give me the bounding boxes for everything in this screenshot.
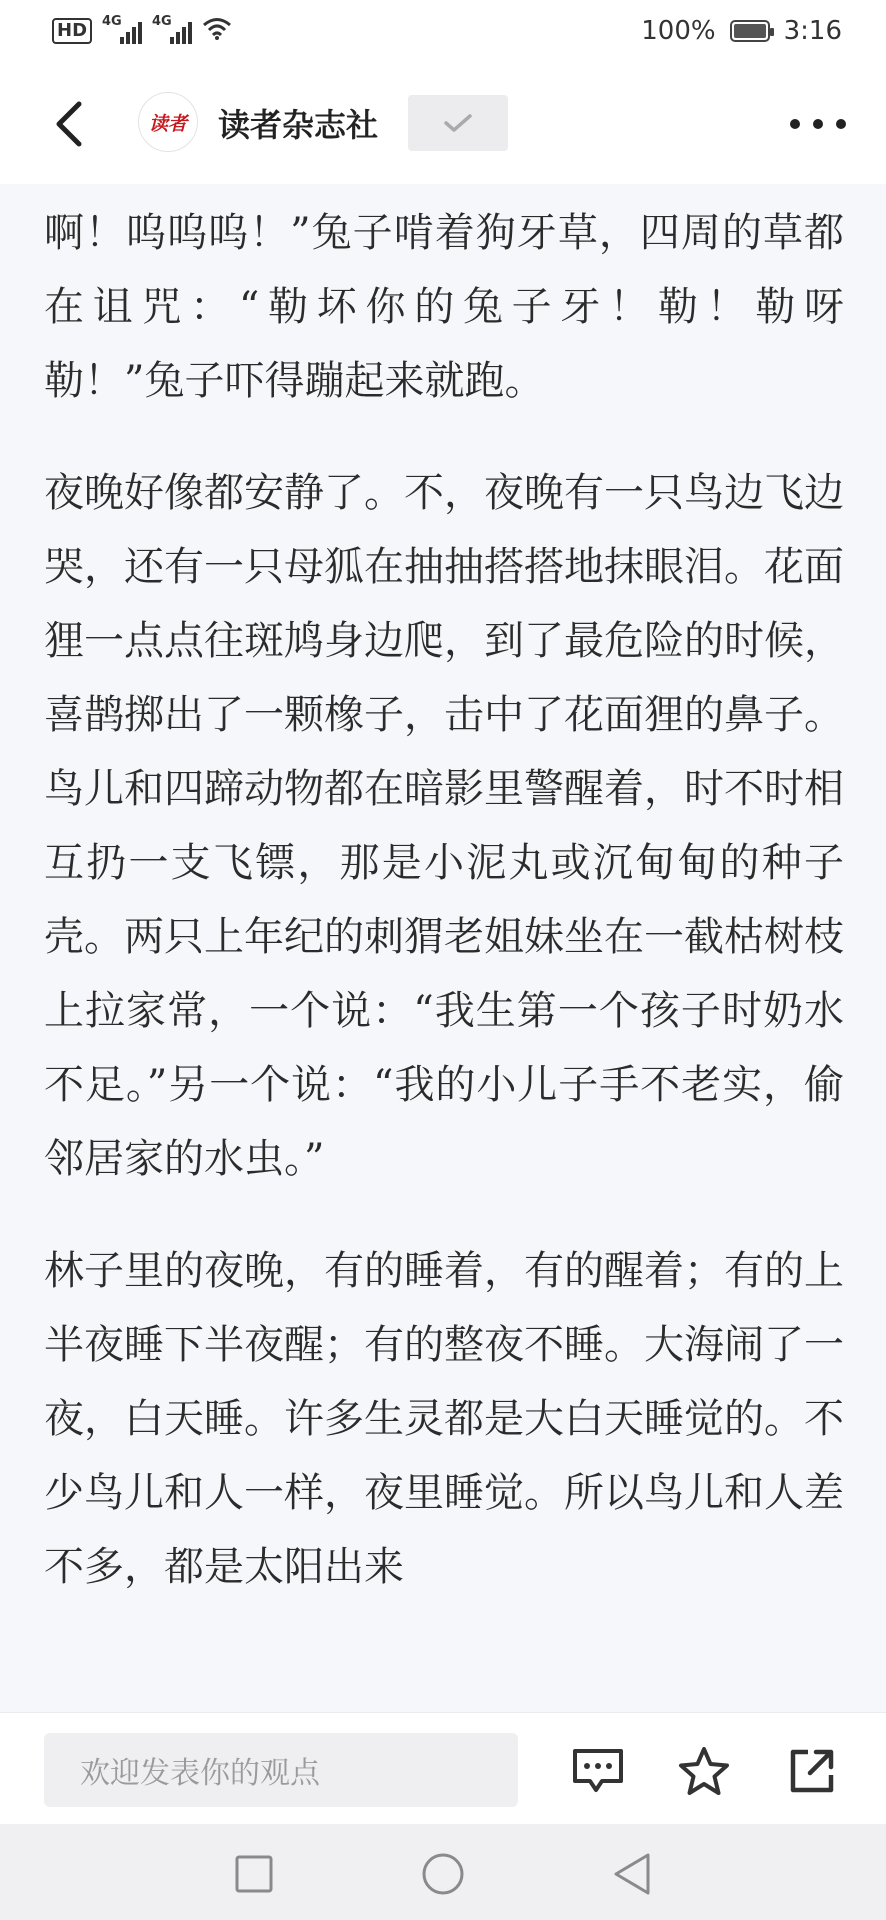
account-name[interactable]: 读者杂志社 bbox=[218, 106, 379, 144]
recents-button[interactable] bbox=[226, 1846, 282, 1902]
battery-icon bbox=[730, 20, 770, 42]
comment-input[interactable]: 欢迎发表你的观点 bbox=[44, 1733, 518, 1807]
square-icon bbox=[235, 1855, 273, 1893]
signal-icon-2 bbox=[152, 14, 192, 44]
circle-icon bbox=[421, 1852, 465, 1896]
article-paragraph: 林子里的夜晚，有的睡着，有的醒着；有的上半夜睡下半夜醒；有的整夜不睡。大海闹了一夜，白天睡。许多生灵都是大白天睡觉的。不少鸟儿和人一样，夜里睡觉。所以鸟儿和人差不多，都是太阳出来 bbox=[44, 1248, 844, 1590]
back-chevron-icon bbox=[53, 100, 83, 148]
article-paragraph: 啊！呜呜呜！”兔子啃着狗牙草，四周的草都在诅咒：“勒坏你的兔子牙！勒！勒呀勒！”兔子吓得蹦起来就跑。 bbox=[44, 210, 844, 404]
network-label: 4G bbox=[102, 14, 122, 29]
comment-bubble-icon bbox=[572, 1748, 624, 1794]
more-button[interactable] bbox=[790, 112, 846, 136]
triangle-back-icon bbox=[612, 1852, 652, 1896]
favorite-button[interactable] bbox=[674, 1741, 734, 1801]
more-dot bbox=[836, 119, 846, 129]
star-icon bbox=[678, 1746, 730, 1796]
hd-badge: HD bbox=[52, 18, 92, 44]
comment-bar bbox=[0, 1712, 886, 1824]
article-paragraph: 夜晚好像都安静了。不，夜晚有一只鸟边飞边哭，还有一只母狐在抽抽搭搭地抹眼泪。花面狸一点点往斑鸠身边爬，到了最危险的时候，喜鹊掷出了一颗橡子，击中了花面狸的鼻子。鸟儿和四蹄动物都在暗影里警醒着，时不时相互扔一支飞镖，那是小泥丸或沉甸甸的种子壳。两只上年纪的刺猬老姐妹坐在一截枯树枝上拉家常，一个说：“我生第一个孩子时奶水不足。”另一个说：“我的小儿子手不老实，偷邻居家的水虫。” bbox=[44, 470, 844, 1182]
network-label-2: 4G bbox=[152, 14, 172, 29]
article-body bbox=[44, 196, 844, 1706]
status-bar bbox=[0, 0, 886, 62]
system-nav-bar bbox=[0, 1824, 886, 1920]
check-icon bbox=[443, 112, 473, 134]
comment-button[interactable] bbox=[568, 1741, 628, 1801]
wifi-icon bbox=[202, 16, 232, 47]
more-dot bbox=[813, 119, 823, 129]
share-arrow-icon bbox=[788, 1747, 836, 1795]
home-button[interactable] bbox=[415, 1846, 471, 1902]
app-header bbox=[0, 62, 886, 184]
follow-button[interactable] bbox=[408, 95, 508, 151]
share-button[interactable] bbox=[782, 1741, 842, 1801]
back-button[interactable] bbox=[46, 98, 90, 150]
battery-percent: 100% bbox=[641, 16, 716, 46]
status-left bbox=[52, 16, 232, 47]
more-dot bbox=[790, 119, 800, 129]
clock: 3:16 bbox=[783, 16, 842, 46]
account-logo-text: 读者 bbox=[148, 112, 187, 135]
signal-icon bbox=[102, 14, 142, 44]
status-right bbox=[641, 16, 842, 46]
nav-back-button[interactable] bbox=[604, 1846, 660, 1902]
account-avatar[interactable] bbox=[138, 92, 198, 152]
